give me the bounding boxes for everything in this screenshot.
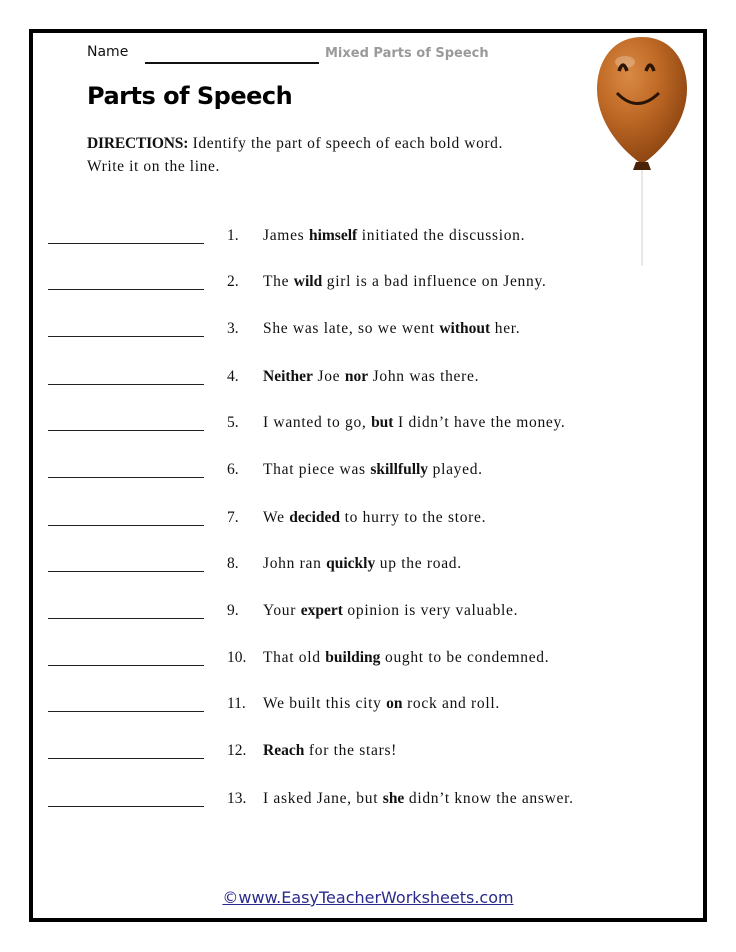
item-sentence: That piece was skillfully played. [263,461,483,478]
copyright-link[interactable]: ©www.EasyTeacherWorksheets.com [222,888,514,907]
bold-word: on [386,695,403,712]
name-label: Name [87,44,129,60]
item-number: 13. [227,790,247,807]
item-sentence: We decided to hurry to the store. [263,509,487,526]
answer-line[interactable] [48,243,204,244]
list-item [0,267,736,297]
answer-line[interactable] [48,618,204,619]
item-sentence: Your expert opinion is very valuable. [263,602,519,619]
bold-word: nor [344,368,369,385]
item-sentence: Neither Joe nor John was there. [263,368,480,385]
bold-word: decided [289,509,341,526]
list-item [0,596,736,626]
item-number: 8. [227,555,239,572]
bold-word: Neither [263,368,313,385]
directions-label: DIRECTIONS: [87,135,189,152]
item-sentence: She was late, so we went without her. [263,320,521,337]
item-sentence: That old building ought to be condemned. [263,649,550,666]
answer-line[interactable] [48,430,204,431]
list-item [0,736,736,766]
item-number: 11. [227,695,246,712]
item-sentence: The wild girl is a bad influence on Jenny. [263,273,547,290]
directions-text: Identify the part of speech of each bold word. Write it on the line. [87,135,503,175]
item-number: 12. [227,742,247,759]
answer-line[interactable] [48,665,204,666]
item-sentence: I asked Jane, but she didn’t know the answer. [263,790,574,807]
item-sentence: We built this city on rock and roll. [263,695,500,712]
answer-line[interactable] [48,477,204,478]
answer-line[interactable] [48,711,204,712]
answer-line[interactable] [48,289,204,290]
bold-word: Reach [263,742,305,759]
list-item [0,689,736,719]
bold-word: himself [308,227,358,244]
bold-word: building [325,649,381,666]
item-number: 1. [227,227,239,244]
item-sentence: James himself initiated the discussion. [263,227,526,244]
item-number: 3. [227,320,239,337]
list-item [0,455,736,485]
item-number: 4. [227,368,239,385]
item-number: 6. [227,461,239,478]
answer-line[interactable] [48,525,204,526]
bold-word: without [439,320,491,337]
answer-line[interactable] [48,758,204,759]
list-item [0,221,736,251]
directions [87,132,537,178]
worksheet-subtitle: Mixed Parts of Speech [325,46,489,61]
bold-word: wild [293,273,323,290]
answer-line[interactable] [48,336,204,337]
item-sentence: I wanted to go, but I didn’t have the money. [263,414,566,431]
item-sentence: Reach for the stars! [263,742,398,759]
answer-line[interactable] [48,384,204,385]
item-number: 5. [227,414,239,431]
page-title: Parts of Speech [87,82,293,110]
bold-word: skillfully [370,461,429,478]
item-sentence: John ran quickly up the road. [263,555,462,572]
name-input-line[interactable] [145,62,319,64]
answer-line[interactable] [48,806,204,807]
item-number: 10. [227,649,247,666]
answer-line[interactable] [48,571,204,572]
list-item [0,643,736,673]
list-item [0,314,736,344]
item-number: 7. [227,509,239,526]
list-item [0,784,736,814]
list-item [0,503,736,533]
item-number: 2. [227,273,239,290]
bold-word: quickly [326,555,376,572]
bold-word: but [371,414,394,431]
item-number: 9. [227,602,239,619]
list-item [0,408,736,438]
list-item [0,362,736,392]
bold-word: she [382,790,405,807]
bold-word: expert [300,602,343,619]
list-item [0,549,736,579]
